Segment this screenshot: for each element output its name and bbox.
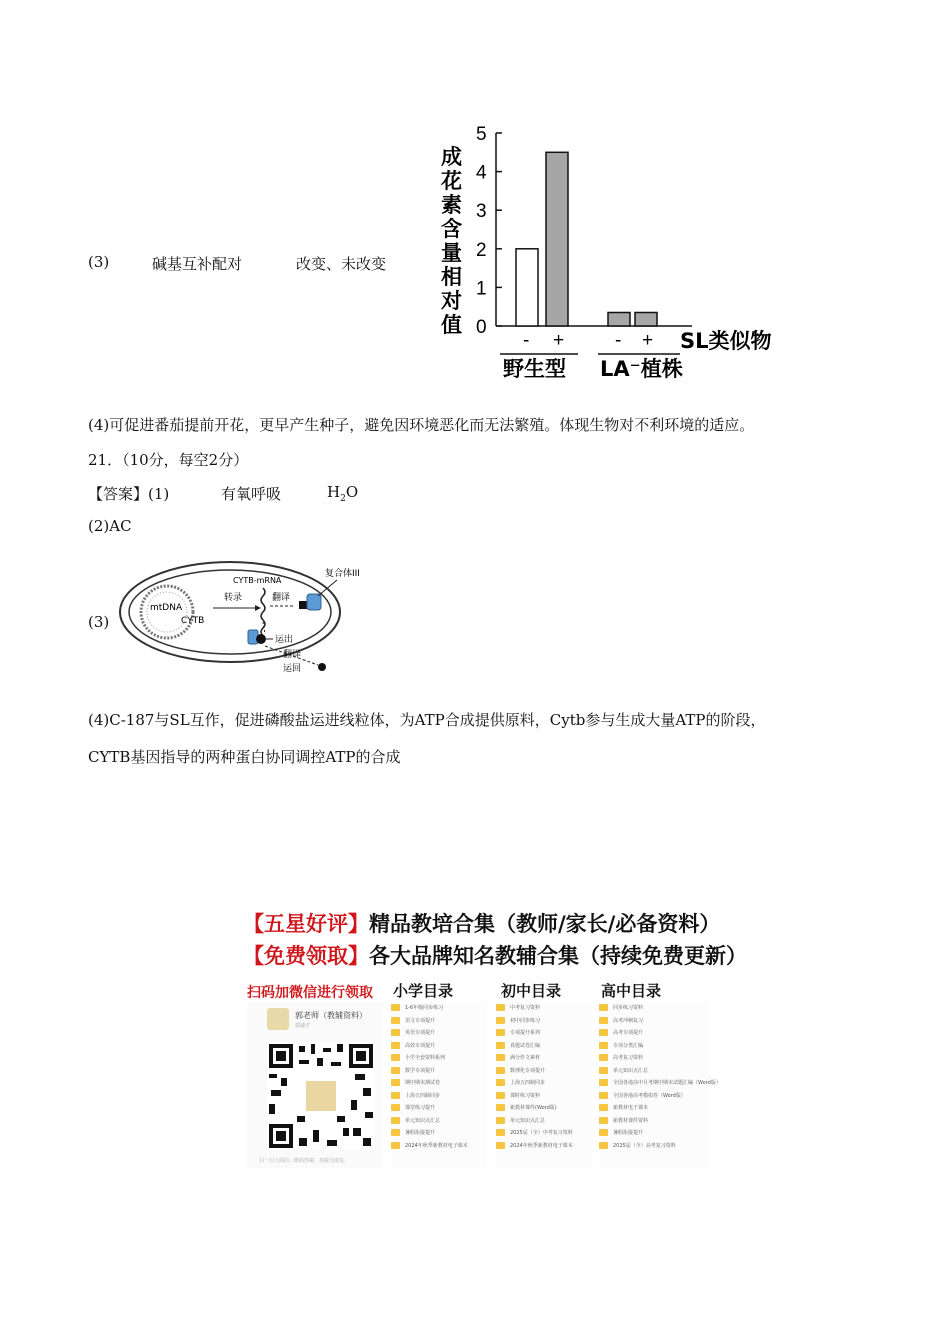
folder-item[interactable]: 2025届（全）高考复习资料 — [599, 1140, 709, 1153]
folder-icon — [599, 1042, 608, 1049]
q21-answer-1: 有氧呼吸 — [221, 485, 282, 503]
folder-icon — [599, 1017, 608, 1024]
col-middle-list — [496, 1002, 592, 1168]
bar — [516, 249, 538, 326]
y-axis-label-char: 相 — [441, 265, 462, 289]
protein-square — [299, 601, 307, 609]
q21-part3: (3) — [88, 613, 110, 631]
promo-line-2: 【免费领取】各大品牌知名教辅合集（持续免费更新） — [243, 943, 747, 968]
folder-item[interactable]: 语文专项提升 — [391, 1015, 487, 1028]
complex-iii-block — [307, 594, 321, 610]
folder-icon — [496, 1054, 505, 1061]
cytb-label: CYTB — [181, 616, 205, 626]
folder-icon — [496, 1092, 505, 1099]
mtdna-label: mtDNA — [150, 603, 183, 613]
folder-item[interactable]: 高考专项提升 — [599, 1027, 709, 1040]
q21-title: 21．（10分，每空2分） — [88, 451, 249, 469]
group-label: 野生型 — [503, 357, 566, 380]
translate-label-1: 翻译 — [272, 593, 291, 603]
folder-item[interactable]: 2025届（全）中考复习资料 — [496, 1127, 592, 1140]
cytb-mrna-label: CYTB-mRNA — [233, 576, 282, 585]
q21-part4-line1: (4)C-187与SL互作，促进磷酸盐运进线粒体，为ATP合成提供原料，Cytb参与生成大量ATP的阶段， — [88, 711, 766, 729]
wechat-card — [247, 1002, 383, 1168]
folder-item[interactable]: 单元知识点汇总 — [496, 1115, 592, 1128]
folder-icon — [496, 1079, 505, 1086]
col-high-heading: 高中目录 — [601, 982, 662, 1000]
folder-icon — [496, 1042, 505, 1049]
folder-item[interactable]: 全国各地高中月考期中期末试题汇编（Word版） — [599, 1077, 709, 1090]
folder-item[interactable]: 高考冲刺复习 — [599, 1015, 709, 1028]
folder-icon — [391, 1104, 400, 1111]
folder-item[interactable]: 上海五四制同步 — [391, 1090, 487, 1103]
export-label: 运出 — [275, 635, 294, 645]
folder-icon — [496, 1117, 505, 1124]
folder-icon — [496, 1004, 505, 1011]
folder-item[interactable]: 课时练习资料 — [496, 1090, 592, 1103]
x-axis-label: SL类似物 — [680, 329, 772, 353]
folder-icon — [599, 1104, 608, 1111]
q21-answer-2: $H_2O$ — [327, 483, 359, 504]
y-tick-label: 1 — [476, 278, 487, 300]
col-middle-heading: 初中目录 — [501, 982, 562, 1000]
folder-item[interactable]: 2024年秋季新教材电子课本 — [391, 1140, 487, 1153]
folder-item[interactable]: 单元知识点汇总 — [391, 1115, 487, 1128]
folder-item[interactable]: 初中同步练习 — [496, 1015, 592, 1028]
q21-part4-line2: CYTB基因指导的两种蛋白协同调控ATP的合成 — [88, 748, 401, 766]
folder-item[interactable]: 上海五四制同步 — [496, 1077, 592, 1090]
folder-item[interactable]: 单元知识点汇总 — [599, 1065, 709, 1078]
folder-item[interactable]: 新教材电子课本 — [599, 1102, 709, 1115]
return-label: 运回 — [283, 664, 302, 674]
folder-icon — [391, 1117, 400, 1124]
avatar — [267, 1008, 289, 1030]
folder-item[interactable]: 新教材课件资料 — [599, 1115, 709, 1128]
q3-answer-a: 碱基互补配对 — [152, 255, 243, 273]
folder-item[interactable]: 专项分类汇编 — [599, 1040, 709, 1053]
y-tick-label: 2 — [476, 239, 487, 261]
bar — [608, 312, 630, 326]
folder-item[interactable]: 1-6年级同步练习 — [391, 1002, 487, 1015]
y-tick-label: 5 — [476, 124, 487, 145]
q3-number: (3) — [88, 253, 110, 271]
folder-icon — [391, 1092, 400, 1099]
folder-item[interactable]: 满分作文素材 — [496, 1052, 592, 1065]
folder-item[interactable]: 数学专项提升 — [391, 1065, 487, 1078]
folder-icon — [599, 1004, 608, 1011]
treatment-label: - — [523, 330, 530, 351]
y-axis-label-char: 量 — [441, 241, 462, 265]
bar — [635, 312, 657, 326]
folder-item[interactable]: 新教材课件(Word版) — [496, 1102, 592, 1115]
folder-icon — [391, 1054, 400, 1061]
treatment-label: - — [615, 330, 622, 351]
q21-answer-label: 【答案】(1) — [88, 485, 170, 503]
folder-icon — [391, 1042, 400, 1049]
folder-item[interactable]: 专项提升系列 — [496, 1027, 592, 1040]
promo-banner[interactable] — [243, 896, 747, 1171]
folder-item[interactable]: 高考复习资料 — [599, 1052, 709, 1065]
protein-dot-2 — [318, 663, 326, 671]
folder-icon — [391, 1004, 400, 1011]
y-tick-label: 4 — [476, 162, 487, 184]
complex-iii-label: 复合体III — [325, 569, 360, 579]
folder-item[interactable]: 全国各地高考模拟卷（Word版） — [599, 1090, 709, 1103]
y-axis-label-char: 素 — [441, 193, 462, 217]
folder-icon — [496, 1129, 505, 1136]
scan-instruction: 扫码加微信进行领取 — [247, 985, 373, 1001]
folder-icon — [599, 1054, 608, 1061]
y-axis-label-char: 对 — [441, 289, 462, 313]
folder-icon — [599, 1129, 608, 1136]
folder-icon — [391, 1129, 400, 1136]
q3-answer-b: 改变、未改变 — [296, 255, 387, 273]
folder-item[interactable]: 课堂练习提升 — [391, 1102, 487, 1115]
folder-icon — [391, 1142, 400, 1149]
group-label: LA⁻植株 — [600, 357, 683, 380]
col-high-list — [599, 1002, 721, 1168]
qr-code[interactable] — [267, 1042, 375, 1150]
folder-item[interactable]: 高效专项提升 — [391, 1040, 487, 1053]
folder-icon — [496, 1067, 505, 1074]
folder-item[interactable]: 中考复习资料 — [496, 1002, 592, 1015]
folder-item[interactable]: 真题试卷汇编 — [496, 1040, 592, 1053]
folder-icon — [496, 1029, 505, 1036]
y-tick-label: 3 — [476, 201, 487, 223]
bar-chart — [430, 120, 780, 380]
q21-part2: (2)AC — [88, 517, 132, 535]
teacher-name: 郭老师（教辅资料） — [295, 1011, 367, 1020]
mrna-strand — [261, 588, 265, 636]
qr-caption: 扫一扫上面的二维码图案，加我为朋友。 — [259, 1158, 350, 1164]
folder-item[interactable]: 暑假衔接提升 — [391, 1127, 487, 1140]
treatment-label: + — [642, 330, 654, 351]
treatment-label: + — [553, 330, 565, 351]
folder-icon — [496, 1017, 505, 1024]
folder-icon — [599, 1142, 608, 1149]
folder-icon — [599, 1092, 608, 1099]
folder-icon — [391, 1017, 400, 1024]
bar — [546, 152, 568, 326]
col-primary-heading: 小学目录 — [393, 982, 454, 1000]
mitochondrion-diagram — [115, 560, 385, 680]
folder-item[interactable]: 暑假衔接提升 — [599, 1127, 709, 1140]
y-tick-label: 0 — [476, 317, 487, 338]
protein-dot-1 — [256, 634, 266, 644]
folder-item[interactable]: 期中期末测试卷 — [391, 1077, 487, 1090]
folder-icon — [599, 1029, 608, 1036]
folder-icon — [391, 1079, 400, 1086]
teacher-sub: 郭通宇 — [295, 1023, 311, 1029]
y-axis-label-char: 花 — [441, 169, 462, 193]
folder-icon — [391, 1067, 400, 1074]
folder-icon — [391, 1029, 400, 1036]
folder-item[interactable]: 2024年秋季新教材电子课本 — [496, 1140, 592, 1153]
folder-item[interactable]: 小学全套资料系列 — [391, 1052, 487, 1065]
folder-icon — [599, 1079, 608, 1086]
y-axis-label-char: 含 — [441, 217, 462, 241]
transcribe-label: 转录 — [224, 593, 243, 603]
q4-answer: (4)可促进番茄提前开花，更早产生种子，避免因环境恶化而无法繁殖。体现生物对不利环境的适应。 — [88, 416, 755, 434]
folder-icon — [496, 1104, 505, 1111]
folder-icon — [599, 1067, 608, 1074]
folder-item[interactable]: 数理化专项提升 — [496, 1065, 592, 1078]
y-axis-label-char: 成 — [441, 145, 462, 169]
translate-label-2: 翻译 — [283, 650, 302, 660]
promo-line-1: 【五星好评】精品教培合集（教师/家长/必备资料） — [243, 911, 721, 936]
folder-item[interactable]: 英语专项提升 — [391, 1027, 487, 1040]
folder-icon — [496, 1142, 505, 1149]
col-primary-list — [391, 1002, 487, 1168]
folder-icon — [599, 1117, 608, 1124]
y-axis-label-char: 值 — [441, 313, 462, 337]
folder-item[interactable]: 同步练习资料 — [599, 1002, 709, 1015]
